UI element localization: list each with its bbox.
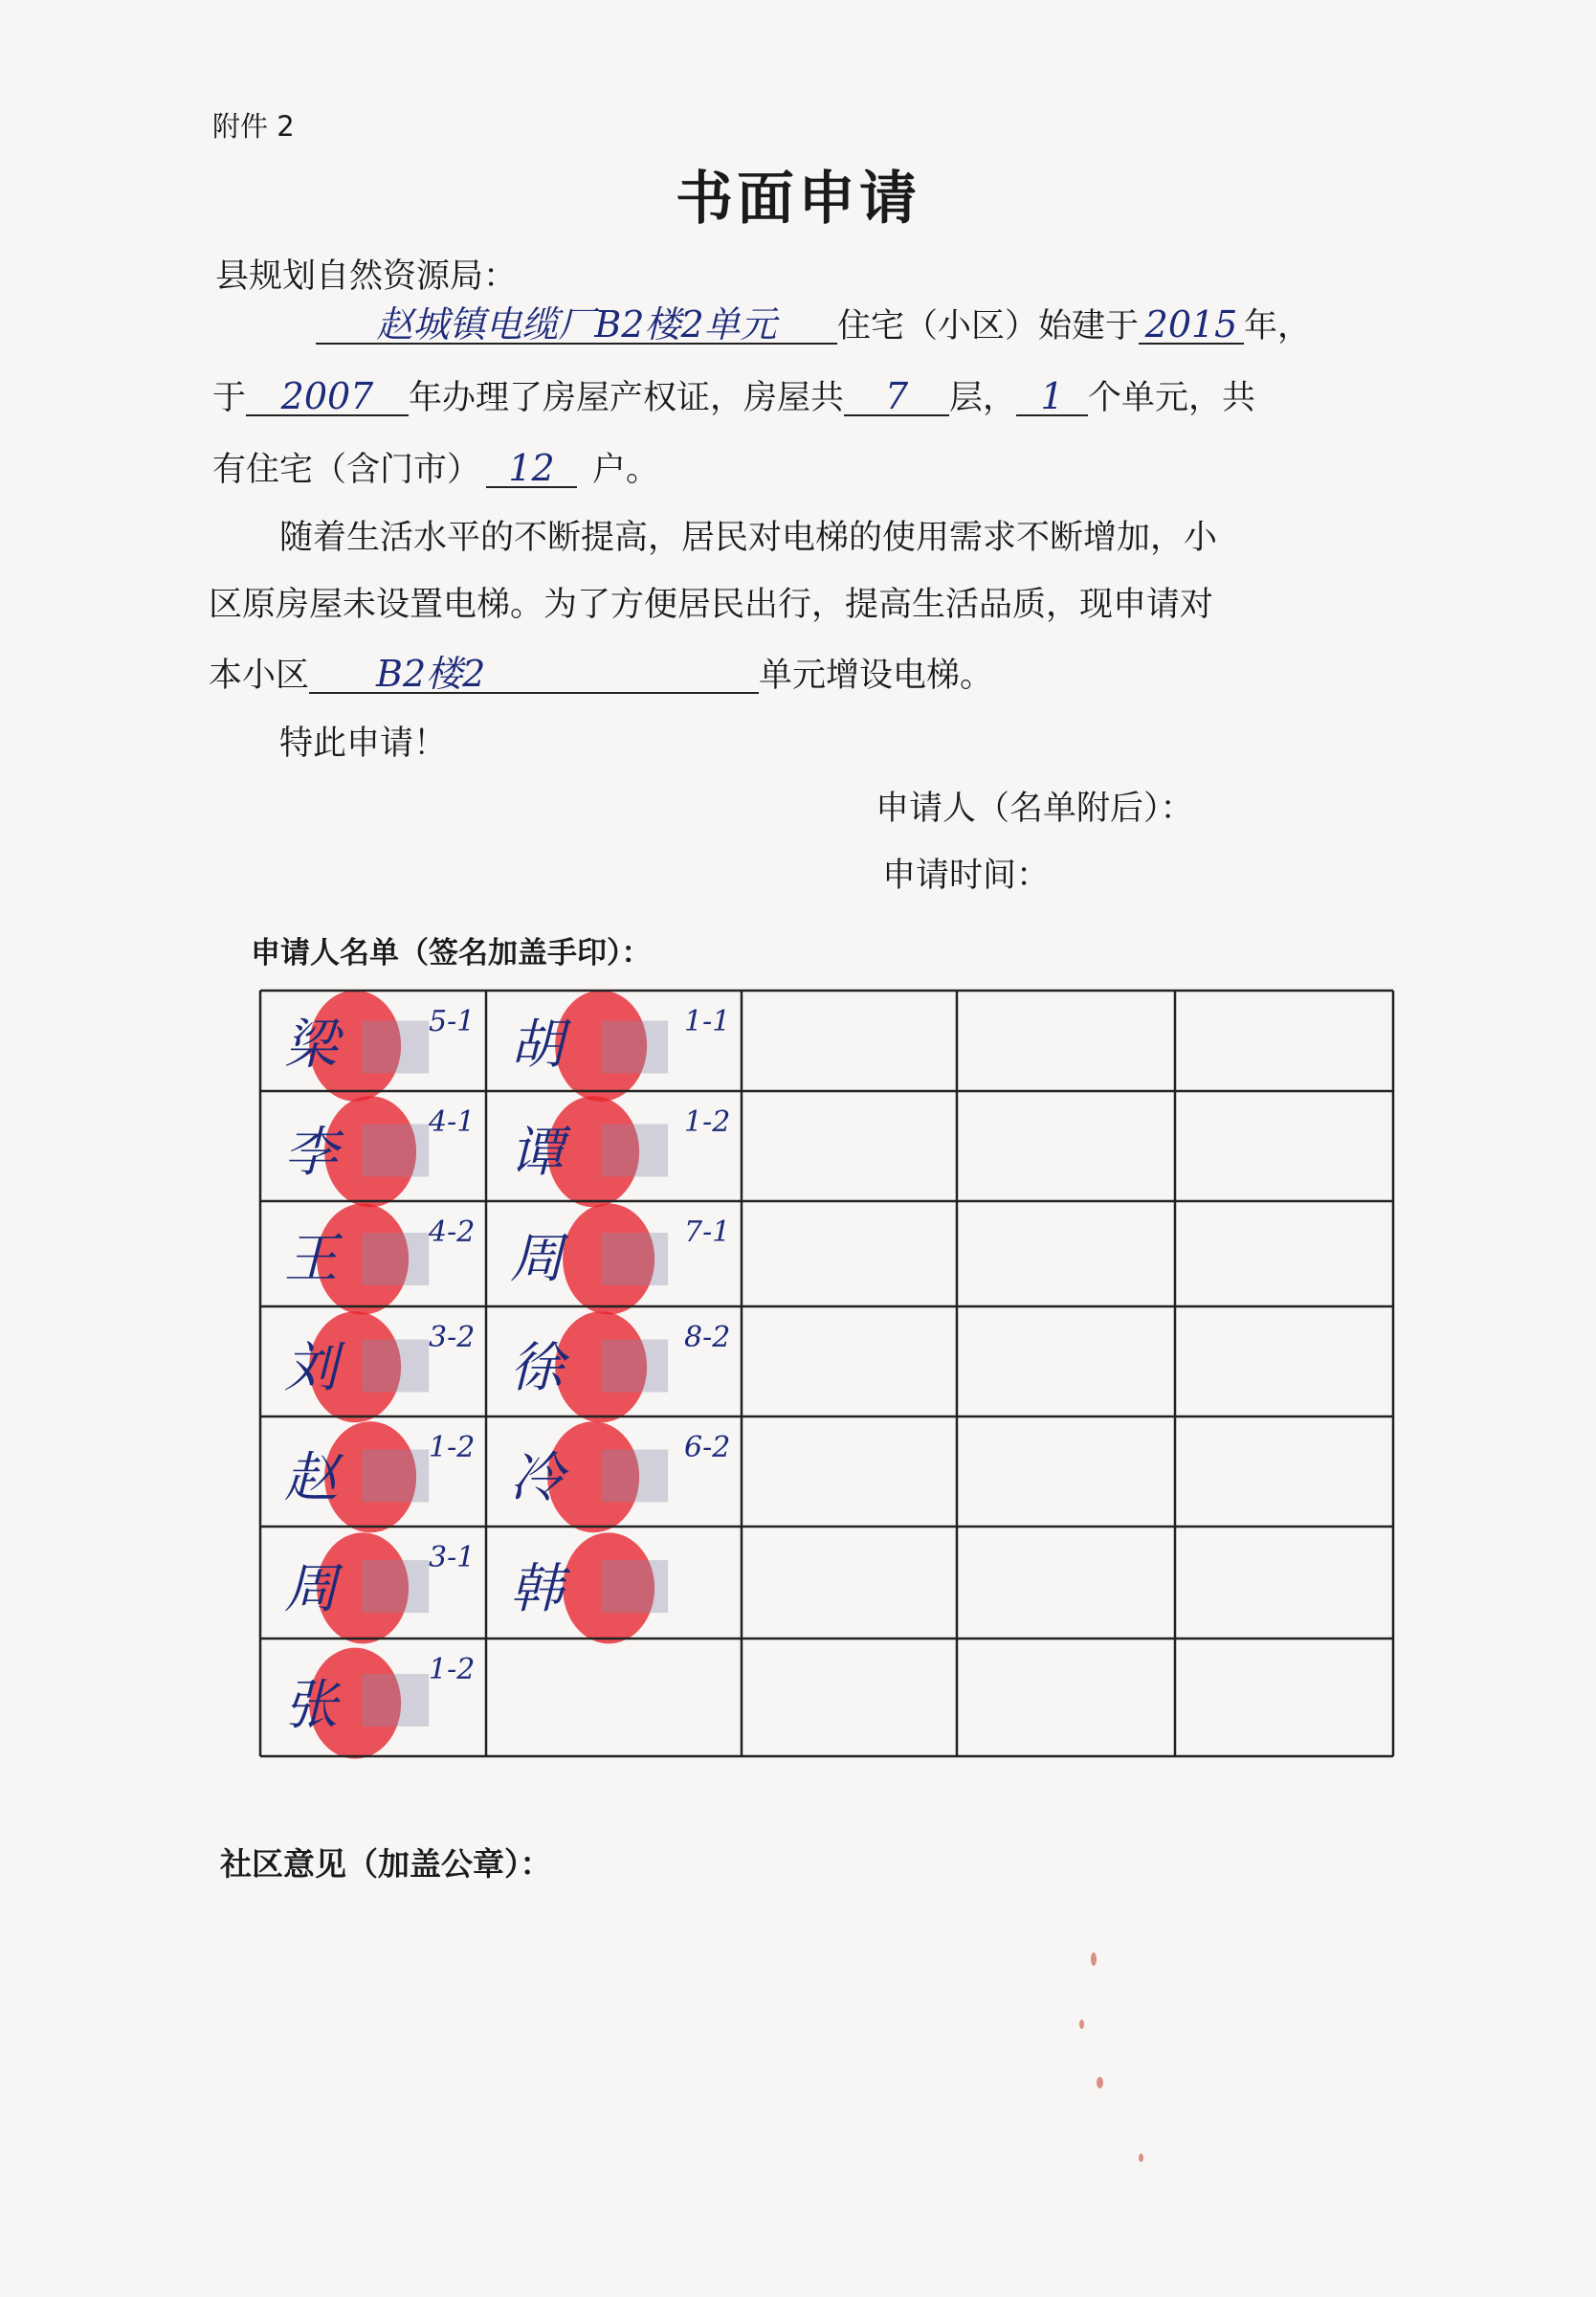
signature-room: 4-2 — [429, 1215, 476, 1249]
signature-room: 1-2 — [429, 1431, 476, 1464]
red-speck — [1091, 1952, 1097, 1966]
signature-room: 7-1 — [684, 1215, 731, 1249]
signature-name: 谭 — [510, 1121, 564, 1184]
signature-name: 刘 — [284, 1336, 338, 1399]
privacy-blur — [601, 1560, 668, 1613]
text-hu: 户。 — [592, 451, 660, 489]
privacy-blur — [601, 1450, 668, 1503]
signature-name: 周 — [510, 1228, 564, 1291]
red-speck — [1139, 2153, 1143, 2162]
signature-name: 王 — [284, 1228, 338, 1291]
signature-room: 1-2 — [429, 1653, 476, 1686]
privacy-blur — [362, 1340, 429, 1393]
text-cert: 年办理了房屋产权证，房屋共 — [409, 379, 845, 417]
page-title: 书面申请 — [676, 166, 920, 233]
body-para2-line1: 随着生活水平的不断提高，居民对电梯的使用需求不断增加，小 — [279, 519, 1218, 557]
signature-name: 徐 — [510, 1336, 564, 1399]
signature-room: 8-2 — [684, 1321, 731, 1354]
privacy-blur — [362, 1560, 429, 1613]
text-residence: 住宅（小区）始建于 — [837, 307, 1140, 346]
floors-handwritten: 7 — [844, 378, 949, 416]
signature-room: 3-2 — [429, 1321, 476, 1354]
red-speck — [1079, 2019, 1084, 2029]
text-add-elevator: 单元增设电梯。 — [759, 657, 994, 695]
attachment-label: 附件 2 — [212, 110, 295, 143]
units-handwritten: 1 — [1016, 378, 1088, 416]
signature-name: 梁 — [284, 1014, 338, 1077]
text-yu: 于 — [212, 379, 247, 417]
signature-name: 赵 — [284, 1446, 338, 1509]
signature-room: 1-1 — [684, 1005, 731, 1038]
closing: 特此申请！ — [279, 725, 448, 763]
privacy-blur — [601, 1125, 668, 1177]
privacy-blur — [601, 1021, 668, 1074]
cert-year-handwritten: 2007 — [246, 378, 409, 416]
text-this-area: 本小区 — [209, 657, 310, 695]
signature-name: 冷 — [510, 1446, 564, 1509]
text-floor: 层， — [949, 379, 1017, 417]
privacy-blur — [601, 1340, 668, 1393]
signature-room: 5-1 — [429, 1005, 476, 1038]
privacy-blur — [362, 1233, 429, 1285]
signature-name: 胡 — [510, 1014, 564, 1077]
community-opinion-label: 社区意见（加盖公章）： — [220, 1845, 552, 1883]
date-label: 申请时间： — [882, 857, 1051, 895]
privacy-blur — [601, 1233, 668, 1285]
signature-name: 周 — [284, 1558, 338, 1621]
signature-name: 李 — [284, 1121, 338, 1184]
signature-room: 3-1 — [429, 1541, 476, 1574]
body-para2-line2: 区原房屋未设置电梯。为了方便居民出行，提高生活品质，现申请对 — [209, 586, 1214, 624]
community-name-handwritten: 赵城镇电缆厂B2楼2单元 — [316, 306, 837, 345]
privacy-blur — [362, 1674, 429, 1727]
applicant-label: 申请人（名单附后）： — [876, 790, 1194, 828]
text-has-residences: 有住宅（含门市） — [212, 451, 481, 489]
red-speck — [1097, 2077, 1103, 2088]
privacy-blur — [362, 1450, 429, 1503]
signature-name: 韩 — [510, 1558, 564, 1621]
privacy-blur — [362, 1021, 429, 1074]
signature-room: 4-1 — [429, 1105, 476, 1139]
fingerprint-stains — [309, 991, 668, 1759]
households-handwritten: 12 — [486, 450, 577, 488]
signature-list-label: 申请人名单（签名加盖手印）： — [251, 936, 652, 970]
signature-room: 6-2 — [684, 1431, 731, 1464]
built-year-handwritten: 2015 — [1139, 306, 1244, 345]
privacy-blur — [362, 1125, 429, 1177]
signature-name: 张 — [284, 1674, 338, 1737]
signature-room: 1-2 — [684, 1105, 731, 1139]
addressee: 县规划自然资源局： — [215, 257, 518, 296]
unit-handwritten: B2楼2 — [309, 656, 759, 694]
text-year: 年， — [1244, 307, 1312, 346]
text-units: 个单元，共 — [1088, 379, 1256, 417]
